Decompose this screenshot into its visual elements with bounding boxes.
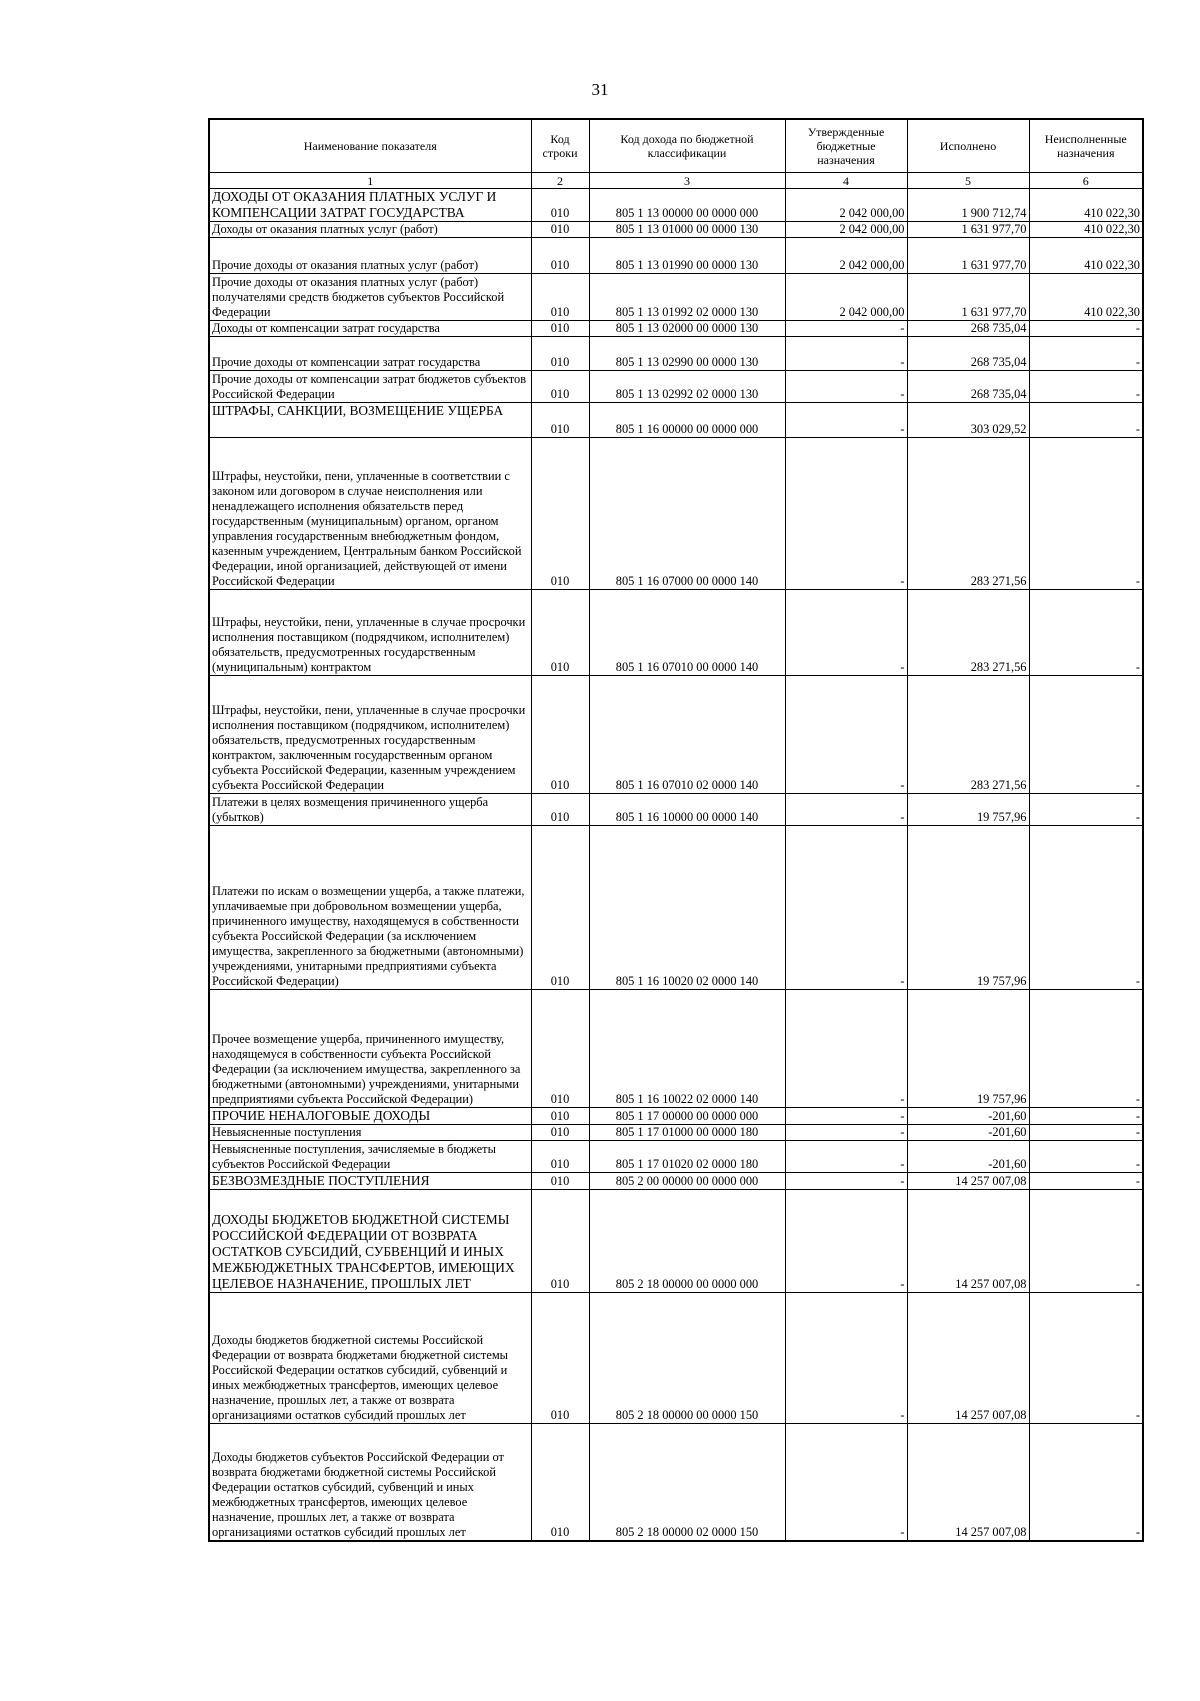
row-executed: 14 257 007,08: [907, 1424, 1029, 1541]
row-approved: -: [785, 1125, 907, 1141]
table-row: [209, 403, 1143, 438]
row-executed: 14 257 007,08: [907, 1173, 1029, 1190]
table-row: [209, 1190, 1143, 1293]
row-unexecuted: -: [1029, 1424, 1143, 1541]
row-approved: -: [785, 1293, 907, 1424]
row-unexecuted: -: [1029, 1141, 1143, 1173]
row-unexecuted: -: [1029, 1108, 1143, 1125]
revenue-table: [208, 118, 1144, 1542]
row-unexecuted: 410 022,30: [1029, 274, 1143, 321]
row-name: Доходы бюджетов бюджетной системы Российской Федерации от возврата бюджетами бюджетной системы Российской Федерации остатков субсидий, субвенций и иных межбюджетных трансфертов, имеющих целевое назначение, прошлых лет, а также от возврата организациями остатков субсидий прошлых лет: [209, 1293, 531, 1424]
row-line-code: 010: [531, 321, 589, 337]
table-row: [209, 337, 1143, 371]
table-row: [209, 222, 1143, 238]
row-executed: -201,60: [907, 1141, 1029, 1173]
row-executed: 283 271,56: [907, 590, 1029, 676]
row-unexecuted: -: [1029, 676, 1143, 794]
row-unexecuted: -: [1029, 371, 1143, 403]
row-line-code: 010: [531, 990, 589, 1108]
table-row: [209, 238, 1143, 274]
row-line-code: 010: [531, 403, 589, 438]
row-line-code: 010: [531, 1125, 589, 1141]
table-row: [209, 1108, 1143, 1125]
row-name: Прочие доходы от оказания платных услуг (работ): [209, 238, 531, 274]
row-executed: -201,60: [907, 1125, 1029, 1141]
row-name: Штрафы, неустойки, пени, уплаченные в случае просрочки исполнения поставщиком (подрядчиком, исполнителем) обязательств, предусмотренных государственным контрактом, заключенным государственным органом субъекта Российской Федерации, казенным учреждением субъекта Российской Федерации: [209, 676, 531, 794]
row-executed: 1 631 977,70: [907, 238, 1029, 274]
header-budget-code: Код дохода по бюджетной классификации: [589, 119, 785, 173]
row-approved: 2 042 000,00: [785, 238, 907, 274]
row-budget-code: 805 1 13 02000 00 0000 130: [589, 321, 785, 337]
row-approved: -: [785, 794, 907, 826]
row-budget-code: 805 1 13 01990 00 0000 130: [589, 238, 785, 274]
table-row: [209, 371, 1143, 403]
row-approved: -: [785, 826, 907, 990]
table-row: [209, 590, 1143, 676]
row-approved: -: [785, 1173, 907, 1190]
header-indicator-name: Наименование показателя: [209, 119, 531, 173]
row-name: БЕЗВОЗМЕЗДНЫЕ ПОСТУПЛЕНИЯ: [209, 1173, 531, 1190]
column-number: 6: [1029, 173, 1143, 189]
row-line-code: 010: [531, 1293, 589, 1424]
row-executed: 283 271,56: [907, 676, 1029, 794]
row-executed: 303 029,52: [907, 403, 1029, 438]
table-row: [209, 794, 1143, 826]
row-executed: -201,60: [907, 1108, 1029, 1125]
row-name: Доходы от оказания платных услуг (работ): [209, 222, 531, 238]
row-line-code: 010: [531, 1190, 589, 1293]
row-budget-code: 805 2 18 00000 00 0000 150: [589, 1293, 785, 1424]
row-name: Прочие доходы от компенсации затрат государства: [209, 337, 531, 371]
row-budget-code: 805 1 17 01020 02 0000 180: [589, 1141, 785, 1173]
row-budget-code: 805 2 18 00000 02 0000 150: [589, 1424, 785, 1541]
row-line-code: 010: [531, 222, 589, 238]
row-budget-code: 805 1 13 01992 02 0000 130: [589, 274, 785, 321]
row-unexecuted: -: [1029, 1125, 1143, 1141]
row-unexecuted: -: [1029, 1190, 1143, 1293]
column-number: 2: [531, 173, 589, 189]
row-unexecuted: -: [1029, 794, 1143, 826]
row-executed: 283 271,56: [907, 438, 1029, 590]
row-budget-code: 805 2 18 00000 00 0000 000: [589, 1190, 785, 1293]
row-executed: 268 735,04: [907, 337, 1029, 371]
table-row: [209, 274, 1143, 321]
table-row: [209, 676, 1143, 794]
row-approved: -: [785, 337, 907, 371]
row-unexecuted: -: [1029, 1173, 1143, 1190]
row-unexecuted: -: [1029, 321, 1143, 337]
header-executed: Исполнено: [907, 119, 1029, 173]
row-name: Прочие доходы от оказания платных услуг (работ) получателями средств бюджетов субъектов Российской Федерации: [209, 274, 531, 321]
column-number: 3: [589, 173, 785, 189]
column-number: 1: [209, 173, 531, 189]
row-name: Невыясненные поступления: [209, 1125, 531, 1141]
row-budget-code: 805 1 13 02990 00 0000 130: [589, 337, 785, 371]
row-executed: 1 631 977,70: [907, 222, 1029, 238]
row-budget-code: 805 1 13 00000 00 0000 000: [589, 189, 785, 222]
row-name: Прочие доходы от компенсации затрат бюджетов субъектов Российской Федерации: [209, 371, 531, 403]
header-unexecuted: Неисполненные назначения: [1029, 119, 1143, 173]
row-unexecuted: 410 022,30: [1029, 238, 1143, 274]
row-executed: 14 257 007,08: [907, 1293, 1029, 1424]
row-name: Платежи по искам о возмещении ущерба, а также платежи, уплачиваемые при добровольном возмещении ущерба, причиненного имуществу, находящемуся в собственности субъекта Российской Федерации (за исключением имущества, закрепленного за бюджетными (автономными) учреждениями, унитарными предприятиями субъекта Российской Федерации): [209, 826, 531, 990]
header-line-code: Код строки: [531, 119, 589, 173]
table-row: [209, 438, 1143, 590]
row-unexecuted: -: [1029, 337, 1143, 371]
row-executed: 268 735,04: [907, 321, 1029, 337]
row-budget-code: 805 1 17 00000 00 0000 000: [589, 1108, 785, 1125]
table-row: [209, 1125, 1143, 1141]
row-line-code: 010: [531, 189, 589, 222]
header-approved: Утвержденные бюджетные назначения: [785, 119, 907, 173]
row-budget-code: 805 1 17 01000 00 0000 180: [589, 1125, 785, 1141]
row-name: Доходы от компенсации затрат государства: [209, 321, 531, 337]
row-name: Прочее возмещение ущерба, причиненного имуществу, находящемуся в собственности субъекта Российской Федерации (за исключением имущества, закрепленного за бюджетными (автономными) учреждениями, унитарными предприятиями субъекта Российской Федерации): [209, 990, 531, 1108]
table-row: [209, 321, 1143, 337]
row-line-code: 010: [531, 1424, 589, 1541]
row-approved: 2 042 000,00: [785, 274, 907, 321]
row-unexecuted: -: [1029, 403, 1143, 438]
row-unexecuted: -: [1029, 590, 1143, 676]
row-executed: 268 735,04: [907, 371, 1029, 403]
row-name: Невыясненные поступления, зачисляемые в бюджеты субъектов Российской Федерации: [209, 1141, 531, 1173]
row-line-code: 010: [531, 274, 589, 321]
row-line-code: 010: [531, 1173, 589, 1190]
table-row: [209, 1424, 1143, 1541]
row-approved: -: [785, 590, 907, 676]
row-executed: 14 257 007,08: [907, 1190, 1029, 1293]
row-approved: -: [785, 371, 907, 403]
table-row: [209, 1141, 1143, 1173]
row-unexecuted: -: [1029, 1293, 1143, 1424]
row-line-code: 010: [531, 826, 589, 990]
row-budget-code: 805 1 16 07010 00 0000 140: [589, 590, 785, 676]
row-approved: -: [785, 438, 907, 590]
row-line-code: 010: [531, 794, 589, 826]
row-budget-code: 805 2 00 00000 00 0000 000: [589, 1173, 785, 1190]
row-executed: 19 757,96: [907, 826, 1029, 990]
column-number: 4: [785, 173, 907, 189]
row-name: Штрафы, неустойки, пени, уплаченные в соответствии с законом или договором в случае неисполнения или ненадлежащего исполнения обязательств перед государственным (муниципальным) органом, органом управления государственным внебюджетным фондом, казенным учреждением, Центральным банком Российской Федерации, иной организацией, действующей от имени Российской Федерации: [209, 438, 531, 590]
row-unexecuted: -: [1029, 990, 1143, 1108]
row-line-code: 010: [531, 238, 589, 274]
column-number: 5: [907, 173, 1029, 189]
row-approved: -: [785, 1108, 907, 1125]
row-name: Платежи в целях возмещения причиненного ущерба (убытков): [209, 794, 531, 826]
row-name: ШТРАФЫ, САНКЦИИ, ВОЗМЕЩЕНИЕ УЩЕРБА: [209, 403, 531, 438]
row-unexecuted: -: [1029, 826, 1143, 990]
row-executed: 19 757,96: [907, 794, 1029, 826]
row-approved: 2 042 000,00: [785, 222, 907, 238]
row-line-code: 010: [531, 676, 589, 794]
row-line-code: 010: [531, 1108, 589, 1125]
table-row: [209, 189, 1143, 222]
row-name: Штрафы, неустойки, пени, уплаченные в случае просрочки исполнения поставщиком (подрядчиком, исполнителем) обязательств, предусмотренных государственным (муниципальным) контрактом: [209, 590, 531, 676]
row-approved: -: [785, 403, 907, 438]
row-unexecuted: -: [1029, 438, 1143, 590]
table-row: [209, 990, 1143, 1108]
row-unexecuted: 410 022,30: [1029, 222, 1143, 238]
row-line-code: 010: [531, 337, 589, 371]
row-unexecuted: 410 022,30: [1029, 189, 1143, 222]
row-line-code: 010: [531, 438, 589, 590]
row-budget-code: 805 1 16 10020 02 0000 140: [589, 826, 785, 990]
row-approved: -: [785, 1141, 907, 1173]
table-row: [209, 1293, 1143, 1424]
row-name: ДОХОДЫ ОТ ОКАЗАНИЯ ПЛАТНЫХ УСЛУГ И КОМПЕНСАЦИИ ЗАТРАТ ГОСУДАРСТВА: [209, 189, 531, 222]
page-number: 31: [591, 80, 609, 99]
table-row: [209, 1173, 1143, 1190]
row-approved: -: [785, 676, 907, 794]
row-approved: 2 042 000,00: [785, 189, 907, 222]
table-row: [209, 826, 1143, 990]
row-name: ДОХОДЫ БЮДЖЕТОВ БЮДЖЕТНОЙ СИСТЕМЫ РОССИЙСКОЙ ФЕДЕРАЦИИ ОТ ВОЗВРАТА ОСТАТКОВ СУБСИДИЙ, СУБВЕНЦИЙ И ИНЫХ МЕЖБЮДЖЕТНЫХ ТРАНСФЕРТОВ, ИМЕЮЩИХ ЦЕЛЕВОЕ НАЗНАЧЕНИЕ, ПРОШЛЫХ ЛЕТ: [209, 1190, 531, 1293]
row-approved: -: [785, 321, 907, 337]
row-approved: -: [785, 990, 907, 1108]
row-budget-code: 805 1 16 10000 00 0000 140: [589, 794, 785, 826]
row-budget-code: 805 1 16 10022 02 0000 140: [589, 990, 785, 1108]
row-budget-code: 805 1 16 07010 02 0000 140: [589, 676, 785, 794]
row-line-code: 010: [531, 590, 589, 676]
row-line-code: 010: [531, 371, 589, 403]
row-budget-code: 805 1 13 02992 02 0000 130: [589, 371, 785, 403]
row-name: Доходы бюджетов субъектов Российской Федерации от возврата бюджетами бюджетной системы Российской Федерации остатков субсидий, субвенций и иных межбюджетных трансфертов, имеющих целевое назначение, прошлых лет, а также от возврата организациями остатков субсидий прошлых лет: [209, 1424, 531, 1541]
row-budget-code: 805 1 16 00000 00 0000 000: [589, 403, 785, 438]
row-budget-code: 805 1 13 01000 00 0000 130: [589, 222, 785, 238]
row-name: ПРОЧИЕ НЕНАЛОГОВЫЕ ДОХОДЫ: [209, 1108, 531, 1125]
row-executed: 19 757,96: [907, 990, 1029, 1108]
row-executed: 1 631 977,70: [907, 274, 1029, 321]
row-line-code: 010: [531, 1141, 589, 1173]
row-budget-code: 805 1 16 07000 00 0000 140: [589, 438, 785, 590]
row-approved: -: [785, 1424, 907, 1541]
row-approved: -: [785, 1190, 907, 1293]
row-executed: 1 900 712,74: [907, 189, 1029, 222]
